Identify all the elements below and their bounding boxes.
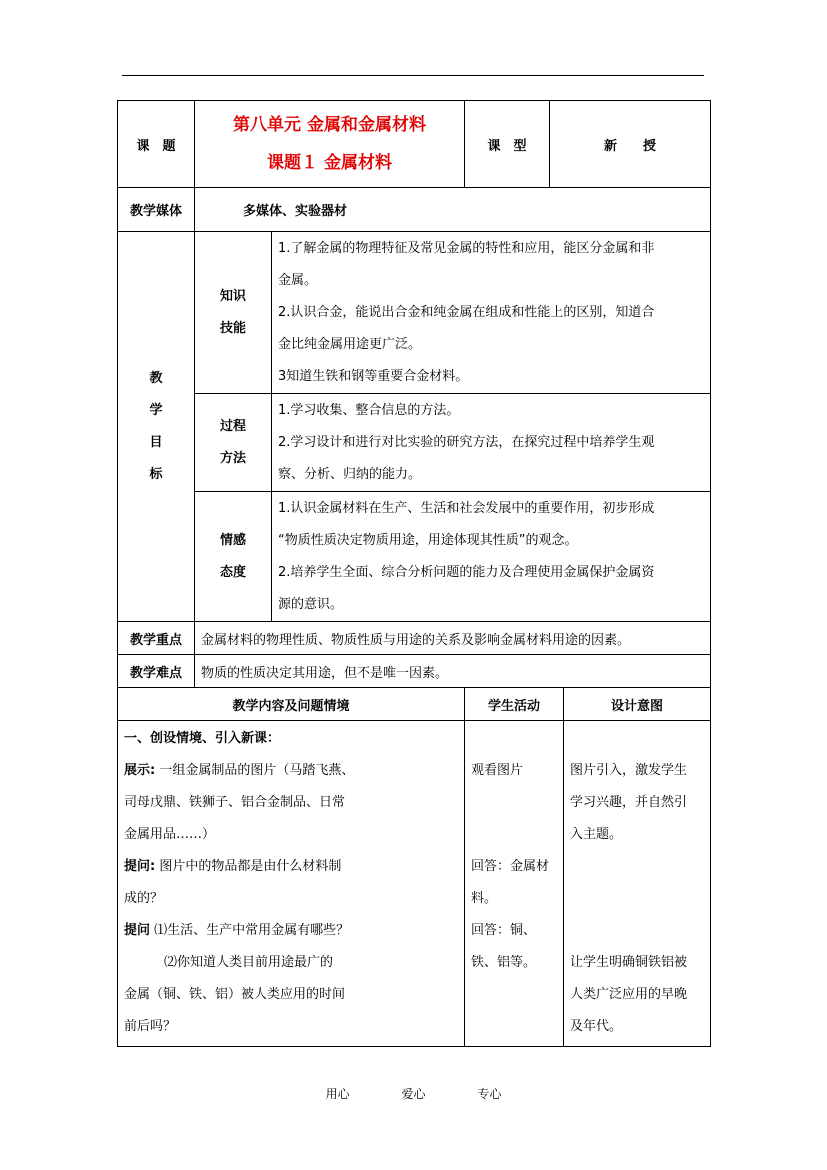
unit-title: 第八单元 金属和金属材料	[233, 115, 426, 135]
page-footer: 用心 爱心 专心	[325, 1087, 502, 1101]
difficult-point-row	[118, 655, 711, 688]
difficult-point-label: 教学难点	[118, 655, 195, 688]
show-line: 展示: 一组金属制品的图片（马踏飞燕、	[124, 763, 355, 778]
section1-content: 一、创设情境、引入新课： 展示: 一组金属制品的图片（马踏飞燕、 司母戊鼎、铁狮子、铝合金制品、日常 金属用品……） 提问: 图片中的物品都是由什么材料制 成的？ 提问 ⑴生活、生产中常用金属有哪些？ ⑵你知道人类目前用途最广的 金属（铜、铁、铝）被人类应用的时间 前后吗？	[118, 721, 465, 1047]
media-row	[118, 188, 711, 232]
section1-row	[118, 721, 711, 1047]
goal-process-row	[118, 394, 711, 492]
lesson-plan-table	[117, 100, 711, 1047]
knowledge-label: 知识 技能	[195, 232, 272, 394]
col-content-header: 教学内容及问题情境	[118, 688, 465, 721]
goal-emotion-row	[118, 492, 711, 622]
header-rule	[122, 75, 704, 76]
key-point-value: 金属材料的物理性质、物质性质与用途的关系及影响金属材料用途的因素。	[195, 622, 711, 655]
emotion-label: 情感 态度	[195, 492, 272, 622]
type-label: 课 型	[465, 101, 550, 188]
section1-student: 观看图片 回答：金属材料。 回答：铜、铁、铝等。	[465, 721, 564, 1047]
column-header-row	[118, 688, 711, 721]
type-value: 新 授	[550, 101, 711, 188]
topic-title: 课题１ 金属材料	[267, 153, 392, 173]
title-row	[118, 101, 711, 188]
ask2-line: 提问 ⑴生活、生产中常用金属有哪些？	[124, 923, 350, 938]
section1-intent: 图片引入，激发学生 学习兴趣，并自然引 入主题。 让学生明确铜铁铝被 人类广泛应用的早晚 及年代。	[564, 721, 711, 1047]
goals-label: 教 学 目 标	[118, 232, 195, 622]
section1-heading: 一、创设情境、引入新课：	[124, 731, 281, 746]
media-label: 教学媒体	[118, 188, 195, 232]
process-text: 1.学习收集、整合信息的方法。 2.学习设计和进行对比实验的研究方法，在探究过程中培养学生观 察、分析、归纳的能力。	[272, 394, 711, 492]
goal-knowledge-row	[118, 232, 711, 394]
emotion-text: 1.认识金属材料在生产、生活和社会发展中的重要作用，初步形成 “物质性质决定物质用途，用途体现其性质”的观念。 2.培养学生全面、综合分析问题的能力及合理使用金属保护金属资 源的意识。	[272, 492, 711, 622]
knowledge-text: 1.了解金属的物理特征及常见金属的特性和应用，能区分金属和非 金属。 2.认识合金，能说出合金和纯金属在组成和性能上的区别，知道合 金比纯金属用途更广泛。 3知道生铁和钢等重要合金材料。	[272, 232, 711, 394]
media-value: 多媒体、实验器材	[195, 188, 711, 232]
difficult-point-value: 物质的性质决定其用途，但不是唯一因素。	[195, 655, 711, 688]
ask1-line: 提问: 图片中的物品都是由什么材料制	[124, 859, 342, 874]
process-label: 过程 方法	[195, 394, 272, 492]
lesson-title	[195, 101, 465, 188]
key-point-label: 教学重点	[118, 622, 195, 655]
col-intent-header: 设计意图	[564, 688, 711, 721]
key-point-row	[118, 622, 711, 655]
col-student-header: 学生活动	[465, 688, 564, 721]
topic-label: 课 题	[118, 101, 195, 188]
